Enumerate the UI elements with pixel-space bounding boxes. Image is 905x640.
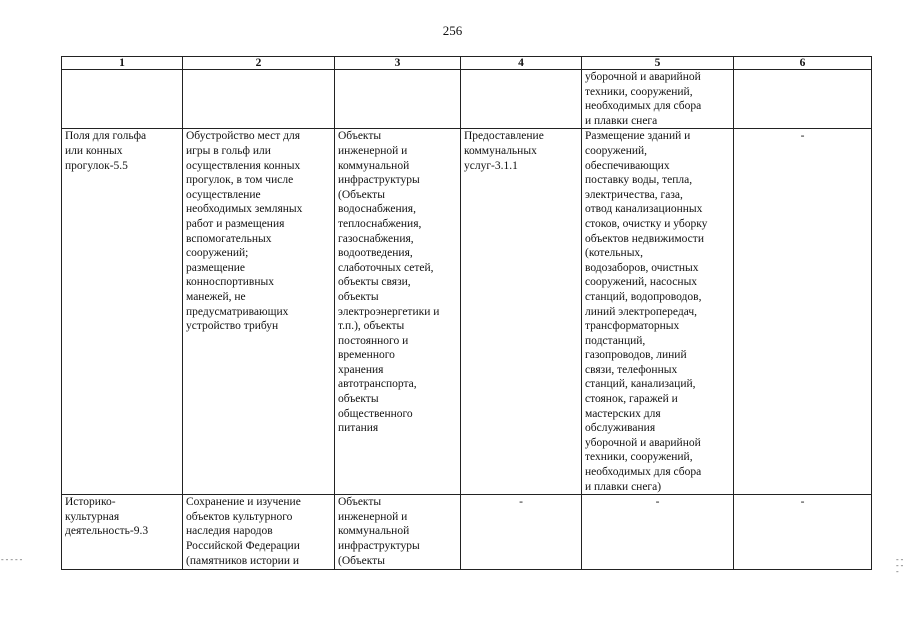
page-number: 256	[442, 23, 463, 38]
cell-description: Обустройство мест для игры в гольф или осуществления конных прогулок, в том числе осуществление необходимых земляных работ и размещения вспомогательных сооружений; размещение конноспортивных манежей, не предусматривающих устройство трибун	[183, 129, 335, 495]
table-row-historical	[62, 495, 872, 570]
cell-auxiliary-objects	[335, 70, 461, 129]
cell-notes: -	[734, 129, 872, 495]
cell-auxiliary-objects: Объекты инженерной и коммунальной инфраструктуры (Объекты водоснабжения, теплоснабжения, газоснабжения, водоотведения, слаботочных сетей, объекты связи, объекты электроэнергетики и т.п.), объекты постоянного и временного хранения автотранспорта, объекты общественного питания	[335, 129, 461, 495]
cell-conditional-description: -	[582, 495, 734, 570]
cell-zone-name: Историко- культурная деятельность-9.3	[62, 495, 183, 570]
cell-zone-name	[62, 70, 183, 129]
cell-description	[183, 70, 335, 129]
document-table	[61, 56, 872, 570]
cell-conditional-use: -	[461, 495, 582, 570]
cell-notes: -	[734, 495, 872, 570]
table-header-row	[62, 57, 872, 70]
left-margin-marks: - - - - -	[1, 555, 23, 564]
column-header-3: 3	[335, 57, 461, 70]
cell-conditional-use: Предоставление коммунальных услуг-3.1.1	[461, 129, 582, 495]
cell-notes	[734, 70, 872, 129]
column-header-5: 5	[582, 57, 734, 70]
cell-conditional-description: уборочной и аварийной техники, сооружений, необходимых для сбора и плавки снега	[582, 70, 734, 129]
column-header-6: 6	[734, 57, 872, 70]
table-row-golf	[62, 129, 872, 495]
cell-conditional-use	[461, 70, 582, 129]
column-header-4: 4	[461, 57, 582, 70]
cell-auxiliary-objects: Объекты инженерной и коммунальной инфраструктуры (Объекты	[335, 495, 461, 570]
column-header-1: 1	[62, 57, 183, 70]
column-header-2: 2	[183, 57, 335, 70]
right-margin-marks: - - - - -	[896, 555, 904, 576]
cell-description: Сохранение и изучение объектов культурного наследия народов Российской Федерации (памятников истории и	[183, 495, 335, 570]
table-row-continuation	[62, 70, 872, 129]
cell-zone-name: Поля для гольфа или конных прогулок-5.5	[62, 129, 183, 495]
cell-conditional-description: Размещение зданий и сооружений, обеспечивающих поставку воды, тепла, электричества, газа, отвод канализационных стоков, очистку и уборку объектов недвижимости (котельных, водозаборов, очистных сооружений, насосных станций, водопроводов, линий электропередач, трансформаторных подстанций, газопроводов, линий связи, телефонных станций, канализаций, стоянок, гаражей и мастерских для обслуживания уборочной и аварийной техники, сооружений, необходимых для сбора и плавки снега)	[582, 129, 734, 495]
